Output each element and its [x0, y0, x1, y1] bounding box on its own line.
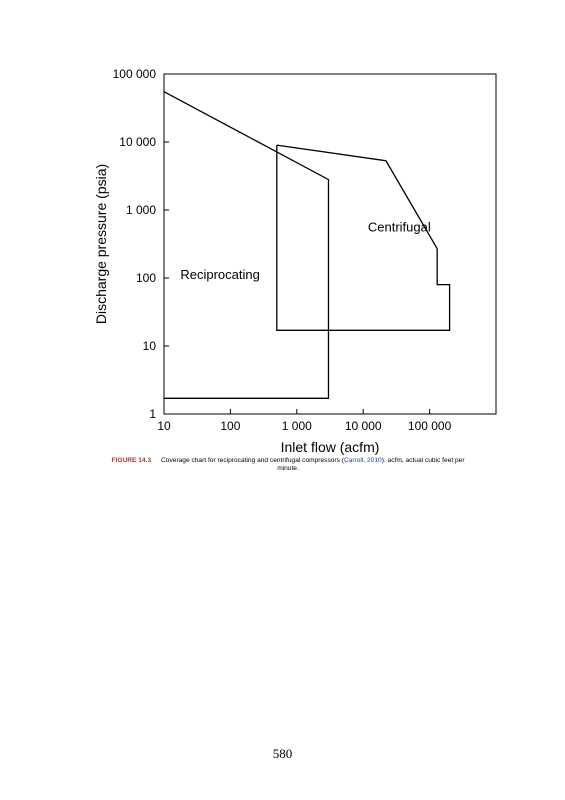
series-outline-centrifugal — [277, 145, 450, 330]
y-axis-title: Discharge pressure (psia) — [93, 163, 109, 325]
annotation-layer — [180, 220, 431, 283]
x-tick-label: 10 — [157, 419, 171, 433]
region-label-reciprocating: Reciprocating — [180, 267, 260, 283]
x-axis-title: Inlet flow (acfm) — [280, 439, 380, 455]
x-tick-label: 1 000 — [281, 419, 312, 433]
y-tick-label: 1 000 — [125, 203, 156, 217]
caption-text-end: ). acfm, actual cubic feet per minute. — [277, 457, 465, 472]
page-number: 580 — [272, 746, 293, 761]
y-tick-label: 10 000 — [119, 135, 156, 149]
caption-text: Coverage chart for reciprocating and centrifugal compressors ( — [161, 457, 344, 464]
y-tick-label: 1 — [149, 407, 156, 421]
region-label-centrifugal: Centrifugal — [367, 219, 431, 235]
caption-reference-link[interactable]: Carroll, 2010 — [343, 457, 382, 464]
y-tick-label: 100 — [135, 271, 156, 285]
y-axis — [113, 67, 169, 421]
x-axis — [157, 409, 451, 433]
y-tick-label: 10 — [142, 339, 156, 353]
x-tick-label: 100 — [220, 419, 241, 433]
series-layer — [164, 92, 450, 399]
x-tick-label: 100 000 — [407, 419, 452, 433]
figure-caption — [108, 457, 468, 473]
figure-label: FIGURE 14.3 — [111, 457, 152, 464]
x-tick-label: 10 000 — [344, 419, 382, 433]
series-outline-reciprocating — [164, 92, 328, 399]
plot-frame — [164, 74, 496, 414]
y-tick-label: 100 000 — [112, 67, 156, 81]
